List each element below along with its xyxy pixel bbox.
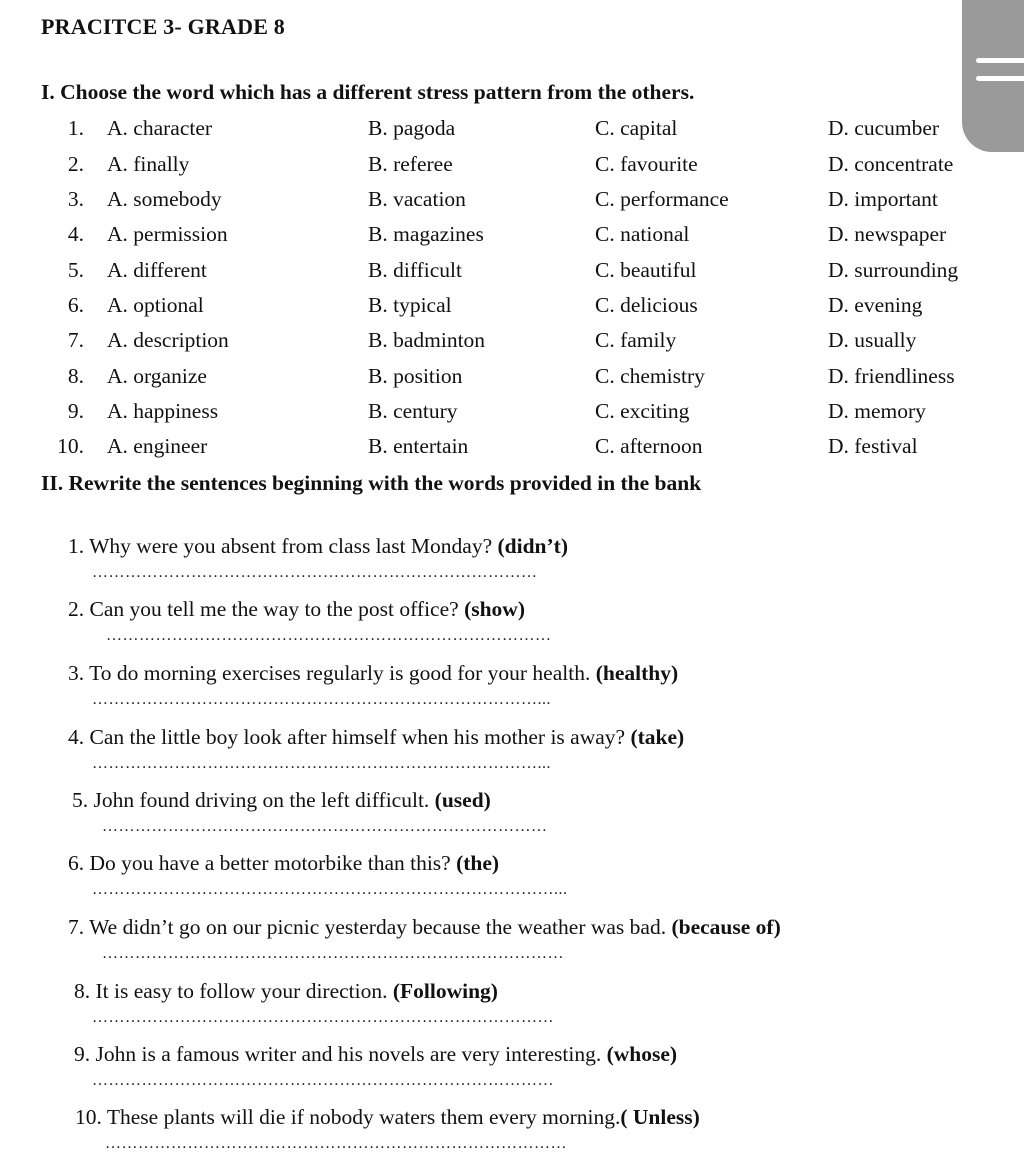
- question-number: 3.: [67, 187, 84, 211]
- answer-blank-line[interactable]: ………………………………………………………………………: [102, 818, 548, 835]
- option-d: D. memory: [828, 399, 926, 423]
- option-b: B. typical: [368, 293, 452, 317]
- answer-blank-line[interactable]: …………………………………………………………………………: [105, 1135, 567, 1152]
- side-panel-handle[interactable]: [962, 0, 1024, 152]
- rewrite-sentence: [68, 597, 525, 622]
- option-d: D. important: [828, 187, 938, 211]
- keyword-hint: (Following): [392, 979, 498, 1003]
- option-d: D. cucumber: [828, 116, 940, 140]
- grip-lines-icon: [976, 58, 1024, 63]
- answer-blank-line[interactable]: …………………………………………………………………………: [92, 1009, 554, 1026]
- question-row: [0, 116, 1024, 151]
- keyword-hint: (used): [434, 788, 491, 812]
- question-row: [0, 328, 1024, 363]
- question-number: 1.: [67, 116, 84, 140]
- keyword-hint: (the): [456, 851, 500, 875]
- page-title: PRACITCE 3- GRADE 8: [41, 14, 285, 39]
- option-b: B. century: [368, 399, 458, 423]
- option-c: C. national: [595, 222, 690, 246]
- section1-heading: I. Choose the word which has a different stress pattern from the others.: [41, 80, 695, 104]
- question-number: 8.: [67, 364, 84, 388]
- question-row: [0, 258, 1024, 293]
- question-number: 7.: [67, 328, 84, 352]
- question-number: 9.: [67, 399, 84, 423]
- rewrite-sentence: [68, 534, 568, 559]
- answer-blank-line[interactable]: ………………………………………………………………………...: [92, 691, 551, 708]
- answer-blank-line[interactable]: …………………………………………………………………………: [102, 945, 564, 962]
- section2-heading: II. Rewrite the sentences beginning with the words provided in the bank: [41, 471, 702, 495]
- option-c: C. chemistry: [595, 364, 705, 388]
- option-b: B. badminton: [368, 328, 486, 352]
- answer-blank-line[interactable]: …………………………………………………………………………: [92, 1072, 554, 1089]
- option-a: A. organize: [107, 364, 207, 388]
- option-b: B. entertain: [368, 434, 469, 458]
- sentence-text: 3. To do morning exercises regularly is good for your health.: [68, 661, 596, 685]
- option-d: D. surrounding: [828, 258, 959, 282]
- option-d: D. usually: [828, 328, 917, 352]
- option-d: D. newspaper: [828, 222, 947, 246]
- question-row: [0, 187, 1024, 222]
- keyword-hint: ( Unless): [620, 1105, 700, 1129]
- option-c: C. family: [595, 328, 677, 352]
- question-number: 4.: [67, 222, 84, 246]
- option-b: B. difficult: [368, 258, 462, 282]
- rewrite-sentence: [74, 979, 498, 1004]
- option-c: C. afternoon: [595, 434, 703, 458]
- option-d: D. evening: [828, 293, 923, 317]
- question-number: 6.: [67, 293, 84, 317]
- keyword-hint: (whose): [606, 1042, 678, 1066]
- option-d: D. festival: [828, 434, 918, 458]
- option-b: B. referee: [368, 152, 453, 176]
- option-a: A. character: [107, 116, 213, 140]
- sentence-text: 6. Do you have a better motorbike than this?: [68, 851, 457, 875]
- question-row: [0, 364, 1024, 399]
- grip-lines-icon: [976, 76, 1024, 81]
- question-number: 2.: [67, 152, 84, 176]
- option-d: D. concentrate: [828, 152, 954, 176]
- sentence-text: 10. These plants will die if nobody waters them every morning.: [75, 1105, 621, 1129]
- sentence-text: 1. Why were you absent from class last Monday?: [68, 534, 498, 558]
- option-a: A. engineer: [107, 434, 208, 458]
- rewrite-sentence: [68, 851, 499, 876]
- answer-blank-line[interactable]: ………………………………………………………………………: [106, 627, 552, 644]
- option-a: A. finally: [107, 152, 190, 176]
- answer-blank-line[interactable]: ………………………………………………………………………...: [92, 755, 551, 772]
- rewrite-sentence: [72, 788, 491, 813]
- sentence-text: 8. It is easy to follow your direction.: [74, 979, 393, 1003]
- question-row: [0, 152, 1024, 187]
- sentence-text: 5. John found driving on the left difficult.: [72, 788, 435, 812]
- rewrite-sentence: [75, 1105, 700, 1130]
- option-c: C. beautiful: [595, 258, 697, 282]
- option-a: A. different: [107, 258, 207, 282]
- keyword-hint: (show): [464, 597, 525, 621]
- option-a: A. permission: [107, 222, 228, 246]
- question-number: 5.: [67, 258, 84, 282]
- rewrite-sentence: [74, 1042, 677, 1067]
- keyword-hint: (take): [630, 725, 685, 749]
- sentence-text: 2. Can you tell me the way to the post office?: [68, 597, 465, 621]
- option-a: A. description: [107, 328, 229, 352]
- rewrite-sentence: [68, 661, 678, 686]
- option-c: C. performance: [595, 187, 729, 211]
- question-row: [0, 434, 1024, 469]
- option-c: C. delicious: [595, 293, 698, 317]
- answer-blank-line[interactable]: …………………………………………………………………………...: [92, 881, 568, 898]
- option-c: C. capital: [595, 116, 678, 140]
- sentence-text: 4. Can the little boy look after himself when his mother is away?: [68, 725, 631, 749]
- option-c: C. exciting: [595, 399, 690, 423]
- keyword-hint: (because of): [671, 915, 781, 939]
- option-b: B. vacation: [368, 187, 466, 211]
- sentence-text: 9. John is a famous writer and his novels are very interesting.: [74, 1042, 607, 1066]
- option-a: A. happiness: [107, 399, 219, 423]
- option-b: B. pagoda: [368, 116, 456, 140]
- rewrite-sentence: [68, 915, 781, 940]
- option-d: D. friendliness: [828, 364, 955, 388]
- keyword-hint: (healthy): [595, 661, 679, 685]
- answer-blank-line[interactable]: ………………………………………………………………………: [92, 564, 538, 581]
- rewrite-sentence: [68, 725, 684, 750]
- option-b: B. magazines: [368, 222, 484, 246]
- question-row: [0, 222, 1024, 257]
- question-number: 10.: [57, 434, 84, 458]
- sentence-text: 7. We didn’t go on our picnic yesterday because the weather was bad.: [68, 915, 672, 939]
- option-b: B. position: [368, 364, 463, 388]
- question-row: [0, 293, 1024, 328]
- keyword-hint: (didn’t): [497, 534, 568, 558]
- question-row: [0, 399, 1024, 434]
- option-a: A. optional: [107, 293, 204, 317]
- option-c: C. favourite: [595, 152, 698, 176]
- option-a: A. somebody: [107, 187, 222, 211]
